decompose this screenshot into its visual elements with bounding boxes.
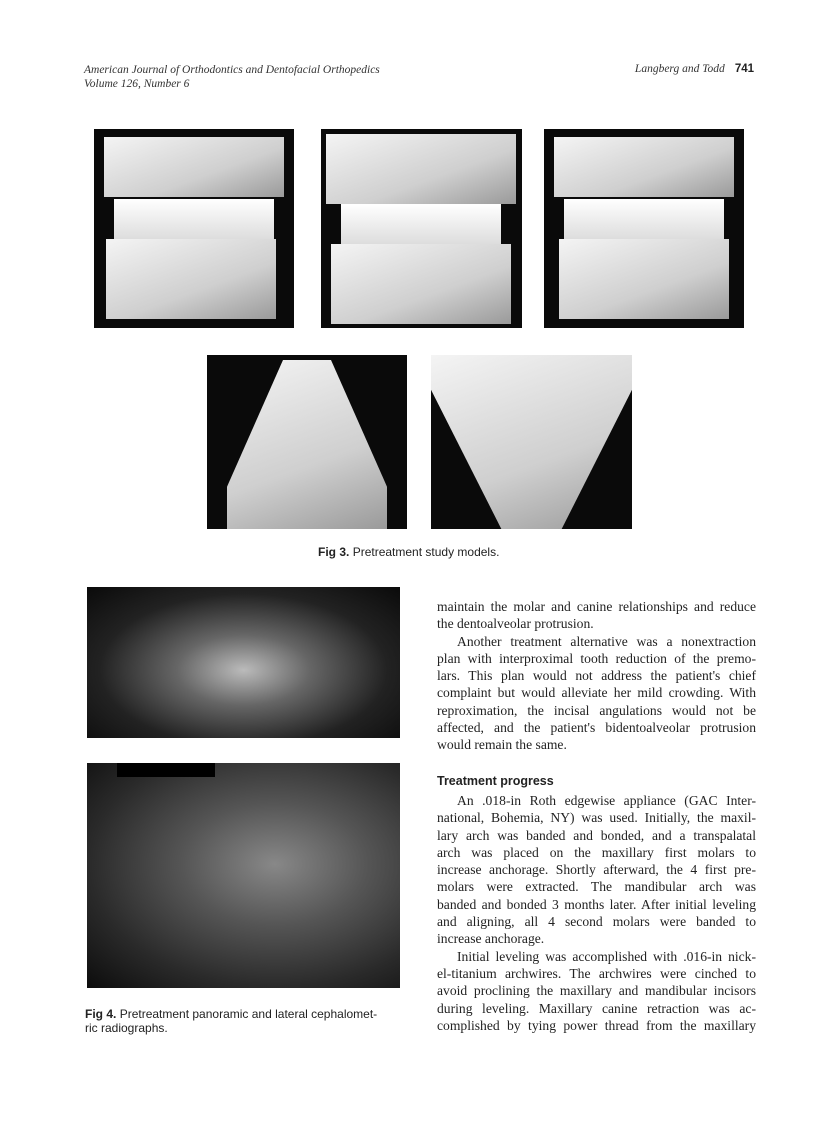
- page-number: 741: [734, 63, 754, 75]
- fig3-caption-text: Pretreatment study models.: [352, 545, 500, 559]
- fig4-caption-line: Pretreatment panoramic and lateral cephalomet-: [119, 1007, 378, 1021]
- authors: Langberg and Todd: [634, 63, 725, 75]
- maxillary-occlusal-photo: [207, 355, 407, 529]
- cephalometric-radiograph: [87, 763, 400, 988]
- fig3-caption: [318, 545, 499, 559]
- text-line: increase anchorage.: [437, 931, 545, 947]
- journal-title: American Journal of Orthodontics and Dentofacial Orthopedics: [84, 64, 380, 76]
- text-line: and aligning, all 4 second molars were banded to: [437, 914, 756, 930]
- text-line: would remain the same.: [437, 737, 567, 753]
- text-line: lars. This plan would not address the patient's chief: [437, 668, 756, 684]
- fig4-caption: [85, 1007, 377, 1035]
- study-model-frontal-photo: [321, 129, 522, 328]
- text-line: el-titanium archwires. The archwires were cinched to: [437, 965, 756, 981]
- text-line: national, Bohemia, NY) was used. Initially, the maxil-: [437, 810, 756, 826]
- text-line: An .018-in Roth edgewise appliance (GAC Inter-: [457, 792, 756, 808]
- text-line: Initial leveling was accomplished with .016-in nick-: [457, 948, 756, 964]
- text-line: Another treatment alternative was a nonextraction: [457, 633, 756, 649]
- text-line: avoid proclining the maxillary and mandibular incisors: [437, 983, 756, 999]
- panoramic-radiograph: [87, 587, 400, 738]
- mandibular-occlusal-photo: [431, 355, 632, 529]
- text-line: affected, and the patient's bidentoalveolar protrusion: [437, 720, 756, 736]
- study-model-left-photo: [544, 129, 744, 328]
- section-heading: Treatment progress: [437, 773, 554, 788]
- text-line: arch was placed on the maxillary first molars to: [437, 844, 756, 860]
- text-line: lary arch was banded and bonded, and a transpalatal: [437, 827, 756, 843]
- text-line: maintain the molar and canine relationships and reduce: [437, 599, 756, 614]
- text-line: the dentoalveolar protrusion.: [437, 616, 594, 632]
- text-line: during leveling. Maxillary canine retraction was ac-: [437, 1000, 756, 1016]
- text-line: plan with interproximal tooth reduction of the premo-: [437, 650, 756, 666]
- fig4-caption-line: ric radiographs.: [85, 1021, 168, 1035]
- text-line: complaint but would alleviate her mild crowding. With: [437, 685, 756, 701]
- text-line: increase anchorage. Shortly afterward, the 4 first pre-: [437, 862, 756, 878]
- text-line: molars were extracted. The mandibular arch was: [437, 879, 756, 895]
- fig4-label: Fig 4.: [85, 1007, 117, 1021]
- text-line: reproximation, the incisal angulations would not be: [437, 702, 756, 718]
- fig3-label: Fig 3.: [318, 545, 350, 559]
- text-line: complished by tying power thread from the maxillary: [437, 1017, 756, 1033]
- body-text-column: [437, 598, 756, 1034]
- running-head: [635, 63, 754, 75]
- journal-volume: Volume 126, Number 6: [84, 78, 190, 90]
- text-line: banded and bonded 3 months later. After initial leveling: [437, 896, 756, 912]
- study-model-right-photo: [94, 129, 294, 328]
